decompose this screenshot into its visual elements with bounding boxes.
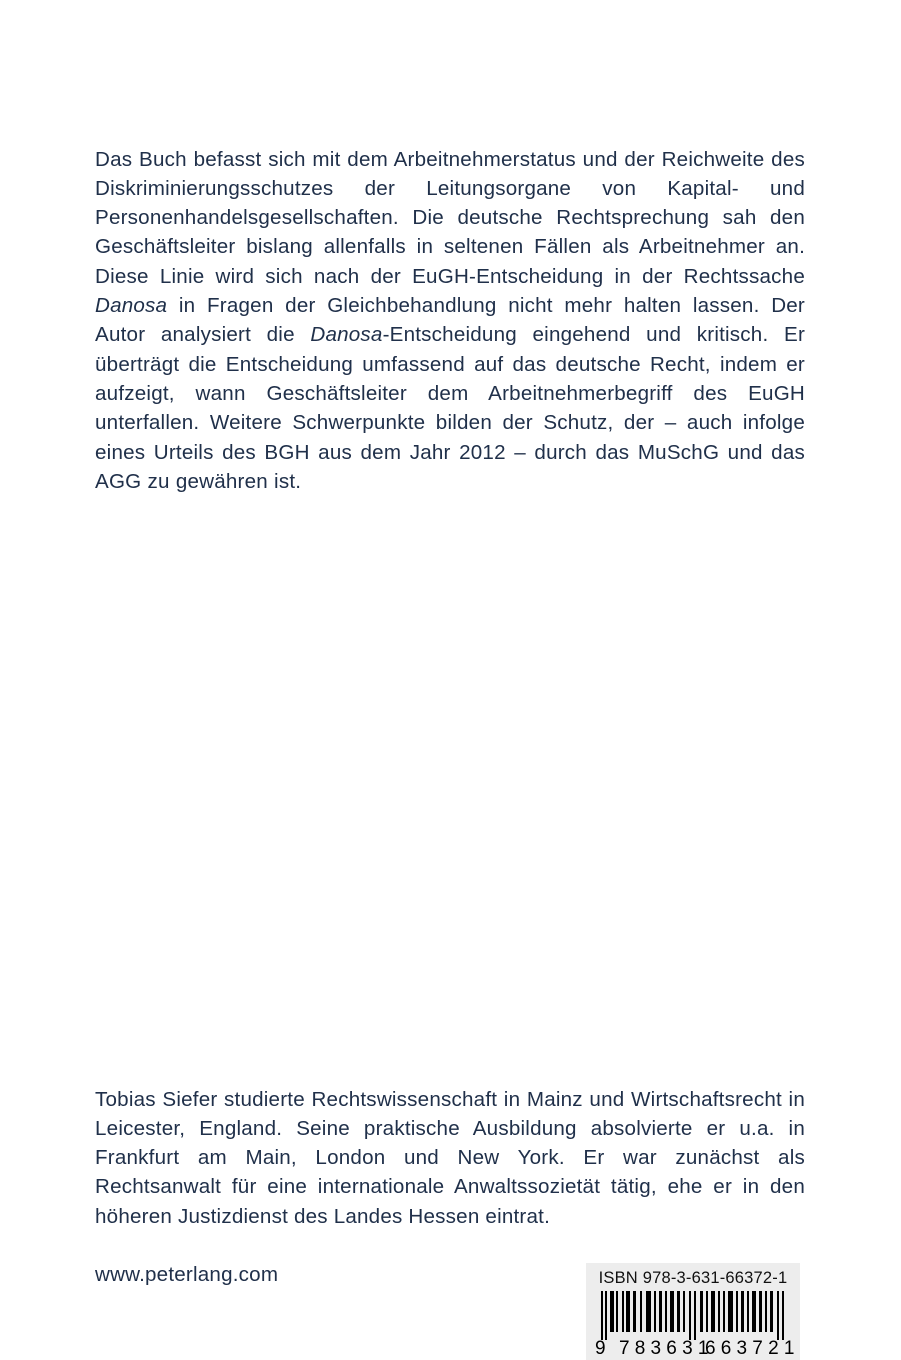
barcode-left-digits: 783631 [619,1338,714,1359]
case-name-danosa-1: Danosa [95,294,168,318]
isbn-number-label: ISBN 978-3-631-66372-1 [598,1269,788,1287]
case-name-danosa-2: Danosa [310,323,383,347]
description-text-part-3: -Entscheidung eingehend und kritisch. Er überträgt die Entscheidung umfassend auf das deutsche Recht, indem er aufzeigt, wann Geschäftsleiter dem Arbeitnehmerbegriff des EuGH unterfallen. Weitere Schwerpunkte bilden der Schutz, der – auch infolge eines Urteils des BGH aus dem Jahr 2012 – durch das MuSchG und das AGG zu gewähren ist. [95,323,806,493]
description-text-part-1: Das Buch befasst sich mit dem Arbeitnehmerstatus und der Reichweite des Diskriminierungsschutzes der Leitungsorgane von Kapital- und Personenhandelsgesellschaften. Die deutsche Rechtsprechung sah den Geschäftsleiter bislang allenfalls in seltenen Fällen als Arbeitnehmer an. Diese Linie wird sich nach der EuGH-Entscheidung in der Rechtssache [95,147,805,288]
barcode-bars [595,1291,791,1340]
description-text-part-2: in Fragen der Gleichbehandlung nicht mehr halten lassen. Der Autor analysiert die [95,294,805,347]
barcode-lead-digit: 9 [595,1338,606,1359]
barcode-digits [595,1338,800,1360]
author-biography: Tobias Siefer studierte Rechtswissenschaft in Mainz und Wirtschaftsrecht in Leicester, England. Seine praktische Ausbildung absolvierte er u.a. in Frankfurt am Main, London und New York. Er war zunächst als Rechtsanwalt für eine internationale Anwaltssozietät tätig, ehe er in den höheren Justizdienst des Landes Hessen eintrat. [95,1087,805,1228]
book-description [95,145,805,497]
isbn-barcode-block [586,1263,800,1360]
barcode-right-digits: 663721 [705,1338,800,1359]
publisher-website-url[interactable]: www.peterlang.com [95,1263,279,1286]
